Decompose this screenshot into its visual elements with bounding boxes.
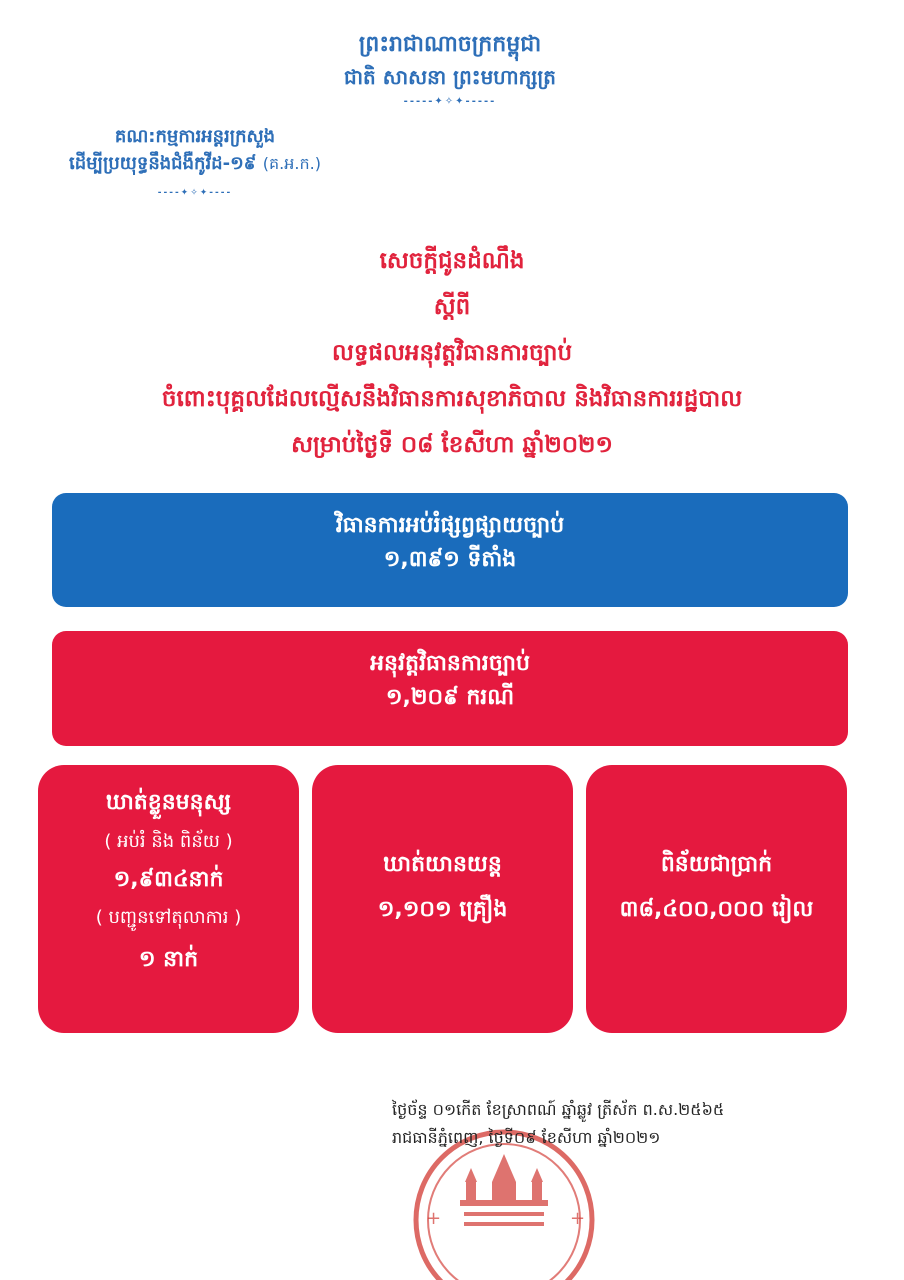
vehicles-label: ឃាត់យានយន្ត <box>383 852 502 877</box>
kingdom-header <box>300 28 600 107</box>
detained-persons-value: ១,៩៣៤នាក់ <box>113 867 224 892</box>
notice-subject: លទ្ធផលអនុវត្តវិធានការច្បាប់ <box>331 340 573 366</box>
svg-text:+: + <box>570 1208 586 1229</box>
education-label: វិធានការអប់រំផ្សព្វផ្សាយច្បាប់ <box>335 513 565 538</box>
kingdom-name: ព្រះរាជាណាចក្រកម្ពុជា <box>358 32 542 57</box>
detained-persons-card <box>38 765 299 1033</box>
fines-card <box>586 765 847 1033</box>
ornament-divider: ‐‐‐‐✦✧✦‐‐‐‐ <box>157 188 233 198</box>
enforcement-label: អនុវត្តវិធានការច្បាប់ <box>370 651 530 676</box>
educate-fine-note: ( អប់រំ និង ពិន័យ ) <box>104 831 233 852</box>
committee-header <box>30 124 360 198</box>
vehicles-value: ១,១០១ គ្រឿង <box>377 897 508 922</box>
notice-heading: សេចក្ដីជូនដំណឹង <box>379 248 525 274</box>
lunar-date: ថ្ងៃច័ន្ទ ០១កើត ខែស្រាពណ៍ ឆ្នាំឆ្លូវ ត្រីស័ក ព.ស.២៥៦៥ <box>392 1100 725 1119</box>
committee-purpose <box>30 150 360 178</box>
notice-target: ចំពោះបុគ្គលដែលល្មើសនឹងវិធានការសុខាភិបាល និងវិធានការរដ្ឋបាល <box>161 386 743 412</box>
court-value: ១ នាក់ <box>138 947 199 972</box>
fines-label: ពិន័យជាប្រាក់ <box>660 852 773 877</box>
education-value: ១,៣៩១ ទីតាំង <box>383 547 517 572</box>
enforcement-value: ១,២០៩ ករណី <box>385 685 515 710</box>
fines-value: ៣៨,៤០០,០០០ រៀល <box>619 897 814 922</box>
notice-title <box>0 238 904 468</box>
place-date: រាជធានីភ្នំពេញ, ថ្ងៃទី០៩ ខែសីហា ឆ្នាំ២០២១ <box>392 1128 661 1147</box>
ornament-divider: ‐‐‐‐‐✦✧✦‐‐‐‐‐ <box>403 96 497 107</box>
detained-persons-label: ឃាត់ខ្លួនមនុស្ស <box>105 790 232 815</box>
notice-date: សម្រាប់ថ្ងៃទី ០៨ ខែសីហា ឆ្នាំ២០២១ <box>291 432 613 458</box>
national-motto: ជាតិ សាសនា ព្រះមហាក្សត្រ <box>344 65 556 89</box>
committee-purpose-text: ដើម្បីប្រយុទ្ធនឹងជំងឺកូវីដ-១៩ <box>69 153 257 174</box>
notice-about: ស្ដីពី <box>433 294 471 320</box>
enforcement-box <box>52 631 848 746</box>
vehicles-card <box>312 765 573 1033</box>
signature-block <box>392 1096 832 1152</box>
court-note: ( បញ្ជូនទៅតុលាការ ) <box>95 907 242 928</box>
svg-text:+: + <box>426 1208 442 1229</box>
committee-abbreviation: (គ.អ.ក.) <box>262 154 321 173</box>
education-box <box>52 493 848 607</box>
committee-name: គណ:កម្មការអន្តរក្រសួង <box>114 126 276 147</box>
